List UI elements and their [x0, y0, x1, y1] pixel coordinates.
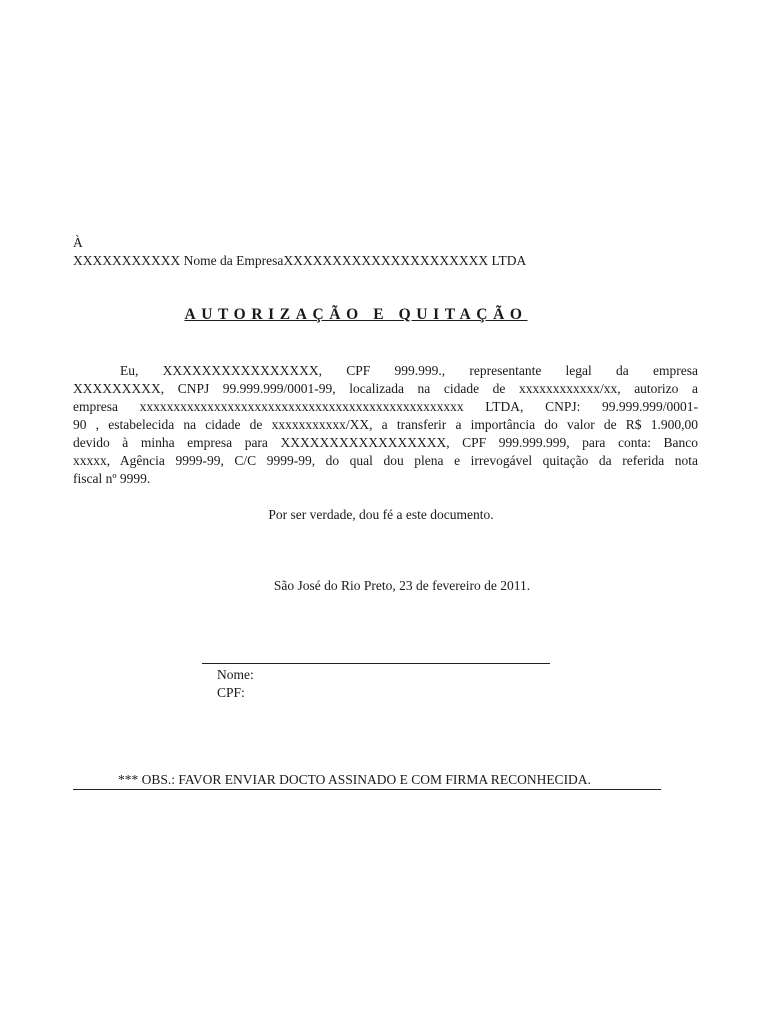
body-line: fiscal nº 9999.: [73, 471, 151, 486]
signature-cpf-label: CPF:: [217, 685, 245, 700]
body-line: devido à minha empresa para XXXXXXXXXXXXXXXXX, CPF 999.999.999, para conta: Banco: [73, 435, 698, 450]
recipient-company: XXXXXXXXXXX Nome da EmpresaXXXXXXXXXXXXXXXXXXXXX LTDA: [73, 253, 527, 268]
signature-name-label: Nome:: [217, 667, 254, 682]
body-line: xxxxx, Agência 9999-99, C/C 9999-99, do qual dou plena e irrevogável quitação da referida nota: [73, 453, 698, 468]
body-paragraph: [73, 362, 698, 488]
body-line: 90 , estabelecida na cidade de xxxxxxxxxxx/XX, a transferir a importância do valor de R$ 1.900,00: [73, 417, 698, 432]
place-date: São José do Rio Preto, 23 de fevereiro de 2011.: [273, 578, 531, 593]
closing-statement: Por ser verdade, dou fé a este documento.: [268, 507, 494, 522]
body-line: Eu, XXXXXXXXXXXXXXXX, CPF 999.999., representante legal da empresa: [120, 363, 698, 378]
signature-line: [202, 663, 550, 664]
observation-note: *** OBS.: FAVOR ENVIAR DOCTO ASSINADO E COM FIRMA RECONHECIDA.: [73, 771, 661, 790]
body-line: empresa xxxxxxxxxxxxxxxxxxxxxxxxxxxxxxxxxxxxxxxxxxxxxxxx LTDA, CNPJ: 99.999.999/0001-: [73, 399, 698, 414]
document-title: AUTORIZAÇÃO E QUITAÇÃO: [184, 306, 528, 323]
recipient-prefix: À: [73, 235, 83, 250]
body-line: XXXXXXXXX, CNPJ 99.999.999/0001-99, localizada na cidade de xxxxxxxxxxxx/xx, autorizo a: [73, 381, 698, 396]
